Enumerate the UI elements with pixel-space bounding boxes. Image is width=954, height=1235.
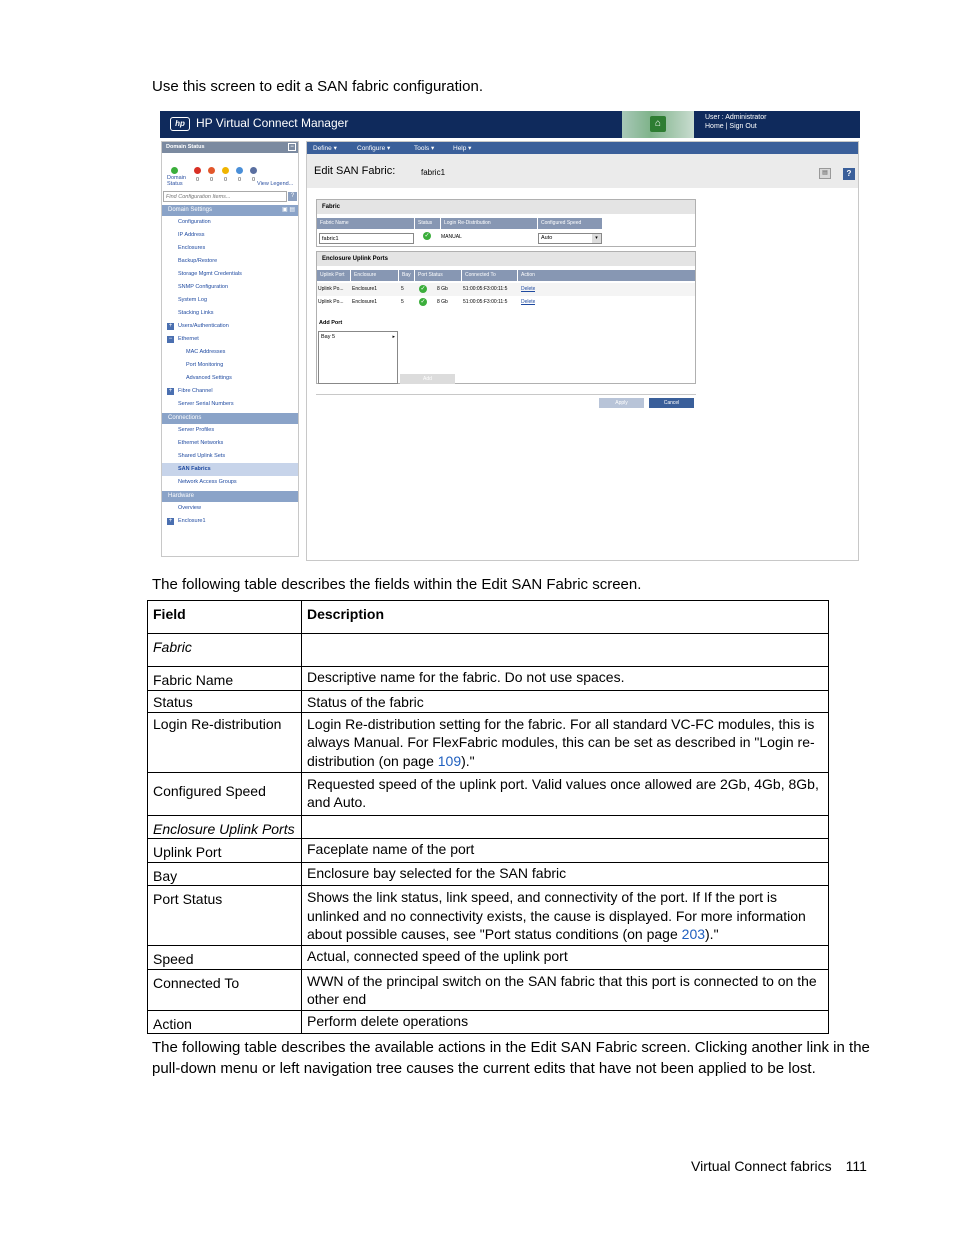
- unknown-icon[interactable]: [250, 167, 257, 174]
- redistribution-value: MANUAL: [441, 234, 462, 240]
- description-text: ).": [461, 752, 475, 769]
- warning-icon[interactable]: [222, 167, 229, 174]
- intro-text: Use this screen to edit a SAN fabric configuration.: [152, 78, 483, 95]
- nav-server-serial[interactable]: Server Serial Numbers: [178, 401, 234, 407]
- col-status: Status: [415, 218, 440, 229]
- connected-to-cell: 51:00:05:F3:00:11:5: [463, 299, 508, 305]
- table-row: [148, 969, 829, 1010]
- search-input[interactable]: [163, 191, 287, 202]
- table-row: [148, 862, 829, 886]
- nav-san-fabrics[interactable]: SAN Fabrics: [162, 463, 298, 476]
- nav-ip-address[interactable]: IP Address: [178, 232, 205, 238]
- section-tools-icon[interactable]: ▣ ▤: [281, 207, 295, 213]
- description-cell: Status of the fabric: [302, 690, 829, 712]
- table-row: [148, 946, 829, 970]
- page-link[interactable]: 109: [437, 752, 462, 769]
- field-cell: Fabric Name: [148, 667, 302, 691]
- add-port-label: Add Port: [319, 320, 343, 326]
- nav-ethernet-networks[interactable]: Ethernet Networks: [178, 440, 224, 446]
- apply-button[interactable]: Apply: [599, 398, 644, 408]
- search-row: [162, 191, 298, 203]
- description-cell: Faceplate name of the port: [302, 839, 829, 863]
- field-cell: Action: [148, 1010, 302, 1034]
- home-link[interactable]: Home: [705, 123, 724, 130]
- status-ok-icon: ✓: [420, 286, 426, 292]
- fields-table: [147, 600, 829, 1034]
- nav-enclosure1[interactable]: [162, 515, 298, 528]
- description-cell: Requested speed of the uplink port. Valid values once allowed are 2Gb, 4Gb, 8Gb, and Auto.: [302, 772, 829, 815]
- divider: [316, 394, 696, 395]
- section-label: Domain Settings: [168, 207, 213, 213]
- domain-status-title: Domain Status: [166, 144, 205, 150]
- bay-cell: 5: [401, 299, 404, 305]
- critical-count: 0: [196, 177, 200, 183]
- user-links: [705, 123, 757, 130]
- field-cell: Uplink Port: [148, 839, 302, 863]
- nav-overview[interactable]: Overview: [178, 505, 201, 511]
- menu-tools[interactable]: Tools ▾: [414, 145, 435, 152]
- description-cell: [302, 712, 829, 772]
- warning-count: 0: [224, 177, 228, 183]
- unknown-count: 0: [252, 177, 256, 183]
- speed-cell: 8 Gb: [437, 286, 448, 292]
- nav-configuration[interactable]: Configuration: [178, 219, 211, 225]
- menu-bar: [307, 142, 858, 154]
- home-graphic-icon: ⌂: [650, 116, 666, 132]
- enclosure-cell: Enclosure1: [352, 299, 378, 305]
- description-cell: Descriptive name for the fabric. Do not use spaces.: [302, 667, 829, 691]
- status-ok-icon: ✓: [420, 299, 426, 305]
- section-connections[interactable]: [162, 413, 298, 424]
- actions-intro-text: The following table describes the available actions in the Edit SAN Fabric screen. Clicking another link in the pull-down menu or left navigation tree causes the current edits that have not been applied to be lost.: [152, 1039, 870, 1077]
- help-icon[interactable]: ?: [843, 168, 855, 180]
- banner: [160, 111, 860, 138]
- field-cell: Status: [148, 690, 302, 712]
- table-row: [148, 815, 829, 839]
- speed-cell: 8 Gb: [437, 299, 448, 305]
- expand-icon[interactable]: +: [168, 518, 173, 524]
- critical-icon[interactable]: [194, 167, 201, 174]
- description-cell: [302, 886, 829, 946]
- major-icon[interactable]: [208, 167, 215, 174]
- section-label: Hardware: [168, 493, 195, 499]
- field-cell: Enclosure Uplink Ports: [148, 815, 302, 839]
- main-pane: [306, 141, 859, 561]
- fabric-panel: [316, 199, 696, 247]
- uplink-port-cell: Uplink Po...: [318, 286, 344, 292]
- col-bay: Bay: [399, 270, 414, 281]
- table-row: [148, 712, 829, 772]
- delete-link[interactable]: Delete: [521, 299, 536, 305]
- description-text: Login Re-distribution setting for the fabric. For all standard VC-FC modules, this is always Manual. For FlexFabric modules, this can be set as described in "Login re-distribution (on page: [307, 715, 815, 769]
- connected-to-cell: 51:00:05:F3:00:11:5: [463, 286, 508, 292]
- field-cell: Speed: [148, 946, 302, 970]
- col-connected-to: Connected To: [462, 270, 517, 281]
- col-configured-speed: Configured Speed: [538, 218, 602, 229]
- link-separator: |: [725, 123, 728, 130]
- add-button[interactable]: Add: [400, 374, 455, 384]
- description-cell: [302, 634, 829, 667]
- hp-logo: hp: [170, 117, 190, 131]
- field-cell: Fabric: [148, 634, 302, 667]
- page-header: [307, 154, 858, 188]
- field-cell: Connected To: [148, 969, 302, 1010]
- nav-snmp[interactable]: SNMP Configuration: [178, 284, 229, 290]
- field-cell: Login Re-distribution: [148, 712, 302, 772]
- page-title: Edit SAN Fabric:: [314, 165, 396, 177]
- bay-option[interactable]: Bay 5: [321, 334, 336, 340]
- menu-help[interactable]: Help ▾: [453, 145, 472, 152]
- col-fabric-name: Fabric Name: [317, 218, 414, 229]
- app-title: HP Virtual Connect Manager: [196, 116, 349, 130]
- bay-cell: 5: [401, 286, 404, 292]
- table-row: [317, 296, 695, 309]
- section-domain-settings[interactable]: [162, 205, 298, 216]
- nav-ethernet[interactable]: [162, 333, 298, 346]
- table-row: [148, 886, 829, 946]
- description-text: ).": [705, 926, 719, 942]
- info-icon[interactable]: [236, 167, 243, 174]
- page-number: 111: [845, 1158, 867, 1174]
- nav-label: Ethernet: [178, 336, 199, 342]
- fabric-name-title: fabric1: [421, 168, 446, 177]
- col-uplink-port: Uplink Port: [317, 270, 350, 281]
- page-footer: [691, 1158, 867, 1174]
- table-intro-text: The following table describes the fields within the Edit SAN Fabric screen.: [152, 576, 642, 593]
- chevron-right-icon[interactable]: ▸: [392, 334, 395, 340]
- section-hardware[interactable]: [162, 491, 298, 502]
- uplink-panel: [316, 251, 696, 384]
- header-field: Field: [148, 601, 302, 634]
- section-label: Connections: [168, 415, 202, 421]
- left-navigation: [161, 141, 299, 557]
- col-login-redistribution: Login Re-Distribution: [441, 218, 537, 229]
- col-port-status: Port Status: [415, 270, 461, 281]
- help-icon[interactable]: ?: [288, 192, 297, 201]
- nav-storage-mgmt[interactable]: Storage Mgmt Credentials: [178, 271, 242, 277]
- user-label: User : Administrator: [705, 114, 767, 121]
- speed-select[interactable]: [538, 233, 602, 244]
- nav-fibre-channel[interactable]: [162, 385, 298, 398]
- expand-icon[interactable]: +: [168, 323, 173, 329]
- col-action: Action: [518, 270, 695, 281]
- major-count: 0: [210, 177, 214, 183]
- collapse-icon[interactable]: −: [168, 336, 173, 342]
- description-cell: Enclosure bay selected for the SAN fabric: [302, 862, 829, 886]
- fabric-name-input[interactable]: [319, 233, 414, 244]
- nav-label: Fibre Channel: [178, 388, 213, 394]
- menu-configure[interactable]: Configure ▾: [357, 145, 391, 152]
- field-cell: Configured Speed: [148, 772, 302, 815]
- view-legend-link[interactable]: View Legend...: [257, 181, 294, 187]
- info-count: 0: [238, 177, 242, 183]
- status-summary: [162, 153, 298, 189]
- table-header-row: [148, 601, 829, 634]
- description-cell: WWN of the principal switch on the SAN fabric that this port is connected to on the other end: [302, 969, 829, 1010]
- nav-stacking-links[interactable]: Stacking Links: [178, 310, 214, 316]
- status-ok-icon: ✓: [424, 233, 430, 239]
- nav-server-profiles[interactable]: Server Profiles: [178, 427, 215, 433]
- expand-icon[interactable]: +: [168, 388, 173, 394]
- delete-link[interactable]: Delete: [521, 286, 536, 292]
- uplink-port-cell: Uplink Po...: [318, 299, 344, 305]
- cancel-button[interactable]: Cancel: [649, 398, 694, 408]
- table-row: [148, 1010, 829, 1034]
- table-row: [148, 634, 829, 667]
- nav-port-monitoring[interactable]: Port Monitoring: [186, 362, 224, 368]
- header-description: Description: [302, 601, 829, 634]
- description-text: Shows the link status, link speed, and connectivity of the port. If If the port is unlinked and no connectivity exists, the cause is displayed. For more information about possible causes, see "Port status conditions (on page: [307, 889, 806, 942]
- nav-users-auth[interactable]: [162, 320, 298, 333]
- nav-enclosures[interactable]: Enclosures: [178, 245, 206, 251]
- nav-label: Users/Authentication: [178, 323, 229, 329]
- enclosure-cell: Enclosure1: [352, 286, 378, 292]
- table-row: [148, 839, 829, 863]
- uplink-panel-header: Enclosure Uplink Ports: [317, 252, 695, 266]
- nav-system-log[interactable]: System Log: [178, 297, 208, 303]
- nav-label: Enclosure1: [178, 518, 206, 524]
- screenshot: [160, 111, 860, 561]
- menu-define[interactable]: Define ▾: [313, 145, 337, 152]
- page-link[interactable]: 203: [681, 926, 706, 942]
- description-cell: [302, 815, 829, 839]
- field-cell: Bay: [148, 862, 302, 886]
- ok-icon[interactable]: [171, 167, 178, 174]
- print-icon[interactable]: ▤: [819, 168, 831, 179]
- table-row: [148, 667, 829, 691]
- table-row: [148, 772, 829, 815]
- domain-status-header: [162, 142, 298, 153]
- col-enclosure: Enclosure: [351, 270, 398, 281]
- footer-section: Virtual Connect fabrics: [691, 1158, 832, 1174]
- description-cell: Actual, connected speed of the uplink port: [302, 946, 829, 970]
- bay-listbox[interactable]: [318, 331, 398, 384]
- nav-advanced-settings[interactable]: Advanced Settings: [186, 375, 232, 381]
- table-row: [317, 283, 695, 296]
- field-cell: Port Status: [148, 886, 302, 946]
- nav-backup-restore[interactable]: Backup/Restore: [178, 258, 218, 264]
- chevron-down-icon[interactable]: ▾: [592, 234, 601, 243]
- nav-network-access-groups[interactable]: Network Access Groups: [178, 479, 237, 485]
- fabric-panel-header: Fabric: [317, 200, 695, 214]
- nav-shared-uplink-sets[interactable]: Shared Uplink Sets: [178, 453, 226, 459]
- sign-out-link[interactable]: Sign Out: [729, 123, 757, 130]
- speed-value: Auto: [541, 235, 553, 241]
- banner-graphic: [622, 111, 694, 138]
- table-row: [148, 690, 829, 712]
- domain-status-link[interactable]: Domain Status: [167, 175, 186, 187]
- description-cell: Perform delete operations: [302, 1010, 829, 1034]
- collapse-icon[interactable]: −: [288, 143, 296, 151]
- nav-mac-addresses[interactable]: MAC Addresses: [186, 349, 226, 355]
